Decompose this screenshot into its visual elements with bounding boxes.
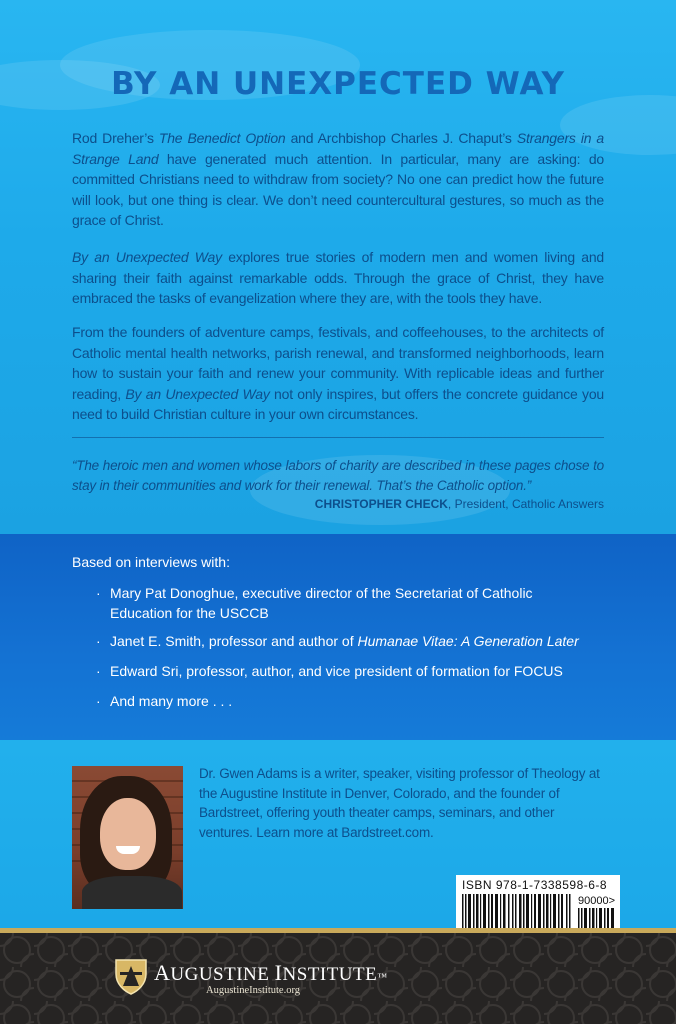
list-item: · Edward Sri, professor, author, and vice president of formation for FOCUS	[96, 663, 563, 679]
interviews-intro: Based on interviews with:	[72, 554, 230, 570]
list-item: · Janet E. Smith, professor and author of Humanae Vitae: A Generation Later	[96, 633, 579, 649]
endorsement-quote: “The heroic men and women whose labors of charity are described in these pages chose to stay in their communities and work for their renewal. That’s the Catholic option.”	[72, 458, 604, 493]
description-paragraph-1: Rod Dreher’s The Benedict Option and Archbishop Charles J. Chaput’s Strangers in a Strange Land have generated much attention. In particular, many are asking: do committed Christians need to withdraw from society? No one can predict how the future will look, but one thing is clear. We don’t need countercultural gestures, so much as the grace of Christ.	[72, 130, 604, 228]
description-paragraph-2: By an Unexpected Way explores true stories of modern men and women living and sharing their faith against remarkable odds. Through the grace of Christ, they have embraced the tasks of evangelization where they are, with the tools they have.	[72, 249, 604, 306]
divider	[72, 437, 604, 438]
publisher-url: AugustineInstitute.org	[206, 985, 301, 996]
price-code: 90000>	[578, 895, 616, 907]
isbn-label: ISBN 978-1-7338598-6-8	[462, 878, 608, 892]
book-title: BY AN UNEXPECTED WAY	[111, 66, 565, 102]
description-paragraph-3: From the founders of adventure camps, festivals, and coffeehouses, to the architects of Catholic mental health networks, parish renewal, and transformed neighborhoods, learn how to sustain your faith and renew your community. With replicable ideas and further reading, By an Unexpected Way not only inspires, but offers the concrete guidance you need to build Christian culture in your own circumstances.	[72, 324, 604, 422]
author-bio: Dr. Gwen Adams is a writer, speaker, visiting professor of Theology at the Augustine Institute in Denver, Colorado, and the founder of Bardstreet, offering youth theater camps, seminars, and other ventures. Learn more at Bardstreet.com.	[199, 766, 600, 840]
list-item: · Mary Pat Donoghue, executive director of the Secretariat of Catholic Education for the USCCB	[96, 585, 533, 621]
endorsement-attribution: CHRISTOPHER CHECK, President, Catholic Answers	[314, 497, 604, 511]
list-item: · And many more . . .	[96, 693, 233, 709]
author-photo	[72, 766, 183, 909]
interviews-list	[96, 583, 596, 713]
shield-icon	[112, 956, 150, 996]
publisher-name: AUGUSTINE INSTITUTE™	[154, 960, 388, 985]
